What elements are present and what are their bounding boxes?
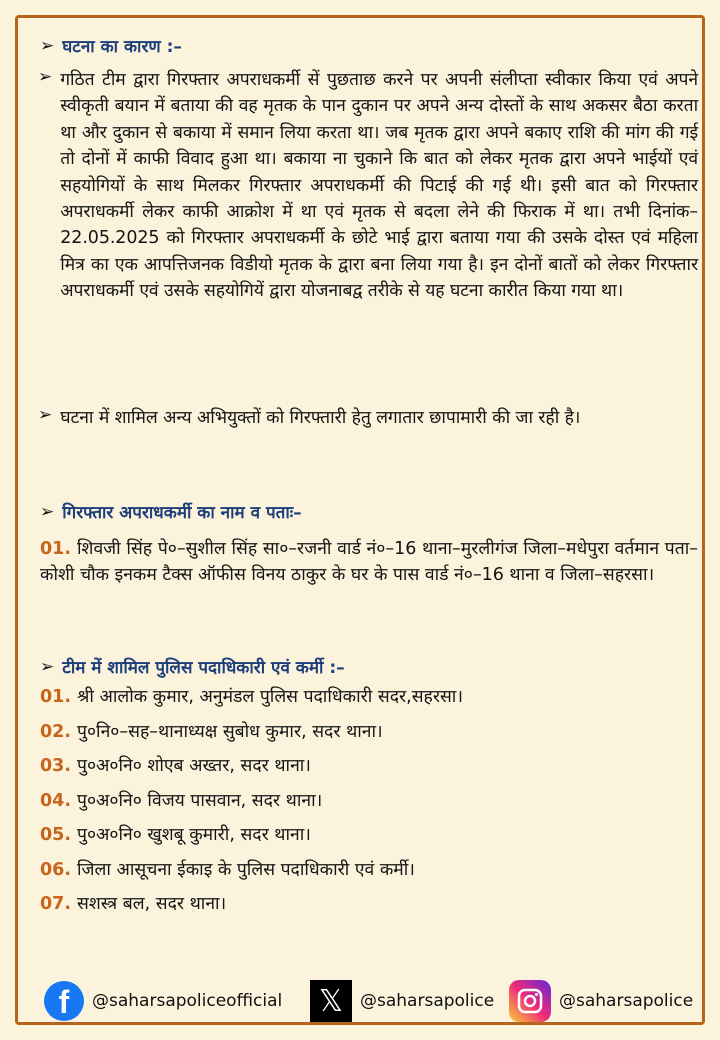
instagram-handle[interactable]: @saharsapolice [559, 991, 694, 1011]
list-item [40, 853, 690, 888]
team-member-text: श्री आलोक कुमार, अनुमंडल पुलिस पदाधिकारी सदर,सहरसा। [77, 687, 463, 707]
instagram-glyph [516, 987, 544, 1015]
list-item [40, 818, 690, 853]
section-heading-arrested-text: गिरफ्तार अपराधकर्मी का नाम व पताः– [62, 503, 302, 523]
team-member-text: जिला आसूचना ईकाइ के पुलिस पदाधिकारी एवं कर्मी। [77, 859, 415, 880]
cause-paragraph-2-text: घटना में शामिल अन्य अभियुक्तों को गिरफ्तारी हेतु लगातार छापामारी की जा रही है। [60, 408, 581, 428]
section-heading-team-text: टीम में शामिल पुलिस पदाधिकारी एवं कर्मी :– [62, 658, 345, 678]
x-handle[interactable]: @saharsapolice [360, 991, 495, 1011]
team-member-text: पु०नि०–सह–थानाध्यक्ष सुबोध कुमार, सदर थाना। [77, 721, 383, 742]
facebook-link[interactable] [44, 980, 282, 1022]
team-list [40, 680, 690, 922]
instagram-icon[interactable] [509, 980, 551, 1022]
facebook-handle[interactable]: @saharsapoliceofficial [92, 991, 283, 1011]
team-member-text: सशस्त्र बल, सदर थाना। [77, 894, 227, 914]
arrow-bullet-icon: ➢ [40, 656, 55, 677]
entry-number: 02. [40, 721, 72, 742]
x-icon[interactable]: 𝕏 [310, 980, 352, 1022]
section-heading-cause [40, 34, 182, 57]
list-item [40, 749, 690, 784]
entry-number: 01. [40, 687, 72, 707]
section-heading-arrested [40, 500, 302, 523]
list-item [40, 680, 690, 715]
entry-number: 03. [40, 756, 72, 776]
cause-paragraph-1 [38, 67, 698, 305]
arrested-person-entry [40, 536, 698, 588]
facebook-icon[interactable]: f [44, 981, 84, 1021]
arrested-person-details: शिवजी सिंह पे०–सुशील सिंह सा०–रजनी वार्ड नं०–16 थाना–मुरलीगंज जिला–मधेपुरा वर्तमान पता–कोशी चौक इनकम टैक्स ऑफीस विनय ठाकुर के घर के पास वार्ड नं०–16 थाना व जिला–सहरसा। [40, 539, 698, 585]
social-footer [18, 980, 702, 1024]
cause-paragraph-1-text: गठित टीम द्वारा गिरफ्तार अपराधकर्मी सें पुछताछ करने पर अपनी संलीप्ता स्वीकार किया एवं अपने स्वीकृती बयान में बताया की वह मृतक के पान दुकान पर अपने अन्य दोस्तों के साथ अकसर बैठा करता था और दुकान से बकाया में समान लिया करता था। जब मृतक द्वारा अपने बकाए राशि की मांग की गई तो दोनों में काफी विवाद हुआ था। बकाया ना चुकाने कि बात को लेकर मृतक द्वारा अपने भाईयों एवं सहयोगियों के साथ मिलकर गिरफ्तार अपराधकर्मी की पिटाई की गई थी। इसी बात को गिरफ्तार अपराधकर्मी लेकर काफी आक्रोश में था एवं मृतक से बदला लेने की फिराक में था। तभी दिनांक–22.05.2025 को गिरफ्तार अपराधकर्मी के छोटे भाई द्वारा बताया गया की उसके दोस्त एवं महिला मित्र का एक आपत्तिजनक विडीयो मृतक के द्वारा बना लिया गया है। इन दोनों बातों को लेकर गिरफ्तार अपराधकर्मी एवं उसके सहयोगियें द्वारा योजनाबद्व तरीके से यह घटना कारीत किया गया था। [60, 70, 698, 302]
arrow-bullet-icon: ➢ [38, 67, 53, 87]
entry-number: 05. [40, 825, 72, 845]
instagram-link[interactable] [509, 980, 693, 1022]
entry-number: 06. [40, 859, 72, 880]
list-item [40, 887, 690, 922]
document-frame [15, 15, 705, 1025]
arrow-bullet-icon: ➢ [40, 501, 55, 522]
arrow-bullet-icon: ➢ [38, 405, 53, 425]
team-member-text: पु०अ०नि० शोएब अख्तर, सदर थाना। [77, 756, 311, 776]
section-heading-cause-text: घटना का कारण :– [62, 37, 182, 57]
entry-number: 01. [40, 539, 72, 559]
list-item [40, 715, 690, 750]
arrow-bullet-icon: ➢ [40, 35, 55, 56]
team-member-text: पु०अ०नि० खुशबू कुमारी, सदर थाना। [77, 825, 311, 845]
entry-number: 07. [40, 894, 72, 914]
entry-number: 04. [40, 790, 72, 811]
section-heading-team [40, 655, 345, 678]
x-link[interactable] [310, 980, 494, 1022]
cause-paragraph-2 [38, 405, 698, 431]
list-item [40, 784, 690, 819]
team-member-text: पु०अ०नि० विजय पासवान, सदर थाना। [77, 790, 323, 811]
